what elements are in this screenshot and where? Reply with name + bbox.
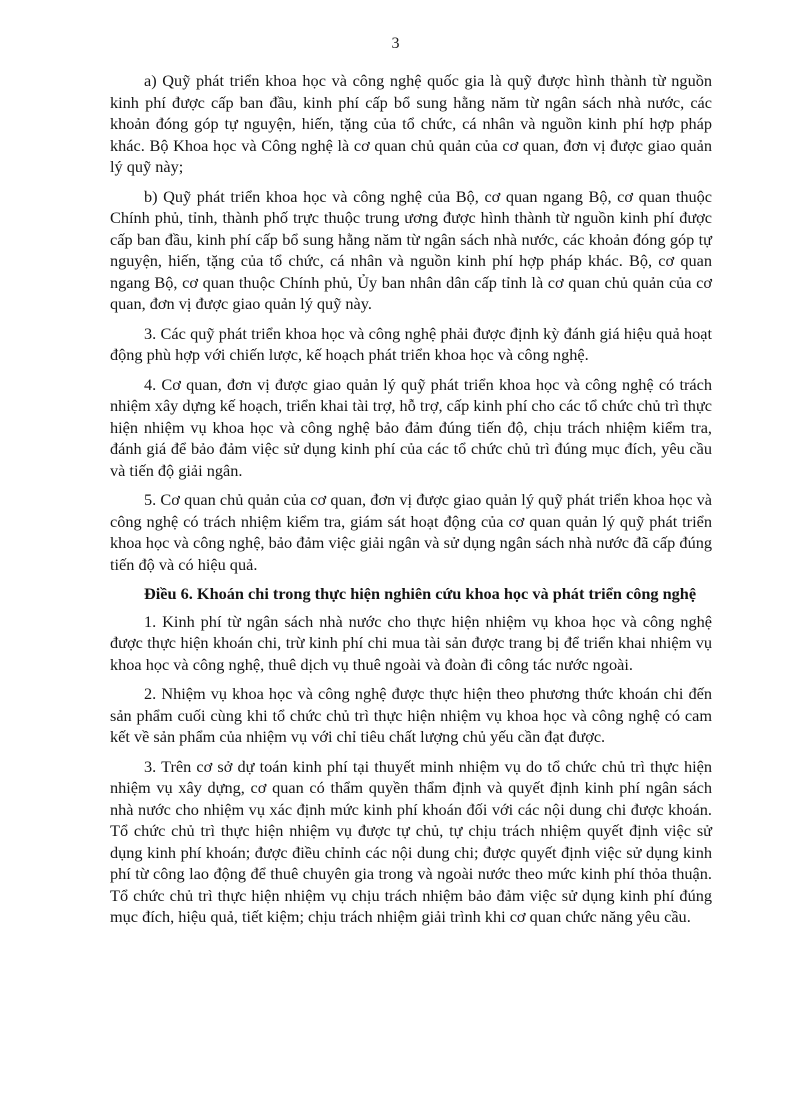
paragraph-6-2-final-product: 2. Nhiệm vụ khoa học và công nghệ được thực hiện theo phương thức khoán chi đến sản phẩm cuối cùng khi tổ chức chủ trì thực hiện nhiệm vụ khoa học và công nghệ có cam kết về sản phẩm của nhiệm vụ với chỉ tiêu chất lượng chủ yếu cần đạt được. [110, 684, 712, 746]
paragraph-4-fund-management: 4. Cơ quan, đơn vị được giao quản lý quỹ phát triển khoa học và công nghệ có trách nhiệm xây dựng kế hoạch, triển khai tài trợ, hỗ trợ, cấp kinh phí cho các tổ chức chủ trì thực hiện nhiệm vụ khoa học và công nghệ bảo đảm đúng tiến độ, chịu trách nhiệm kiểm tra, đánh giá để bảo đảm việc sử dụng kinh phí của các tổ chức chủ trì đúng mục đích, yêu cầu và tiến độ giải ngân. [110, 374, 712, 480]
paragraph-5-supervision: 5. Cơ quan chủ quản của cơ quan, đơn vị được giao quản lý quỹ phát triển khoa học và công nghệ có trách nhiệm kiểm tra, giám sát hoạt động của cơ quan quản lý quỹ phát triển khoa học và công nghệ, bảo đảm việc giải ngân và sử dụng ngân sách nhà nước đã cấp đúng tiến độ và có hiệu quả. [110, 490, 712, 574]
paragraph-2a-national-fund: a) Quỹ phát triển khoa học và công nghệ quốc gia là quỹ được hình thành từ nguồn kinh phí được cấp ban đầu, kinh phí cấp bổ sung hằng năm từ ngân sách nhà nước, các khoản đóng góp tự nguyện, hiến, tặng của tổ chức, cá nhân và nguồn kinh phí hợp pháp khác. Bộ Khoa học và Công nghệ là cơ quan chủ quản của cơ quan, đơn vị được giao quản lý quỹ này; [110, 71, 712, 176]
document-body [110, 70, 712, 936]
article-6-heading: Điều 6. Khoán chi trong thực hiện nghiên cứu khoa học và phát triển công nghệ [144, 584, 697, 603]
paragraph-2b-ministry-fund: b) Quỹ phát triển khoa học và công nghệ của Bộ, cơ quan ngang Bộ, cơ quan thuộc Chính phủ, tỉnh, thành phố trực thuộc trung ương được hình thành từ nguồn kinh phí được cấp ban đầu, kinh phí cấp bổ sung hằng năm từ ngân sách nhà nước, các khoản đóng góp tự nguyện, hiến, tặng của tổ chức, cá nhân và nguồn kinh phí hợp pháp khác. Bộ, cơ quan ngang Bộ, cơ quan thuộc Chính phủ, Ủy ban nhân dân cấp tỉnh là cơ quan chủ quản của cơ quan, đơn vị được giao quản lý quỹ này. [110, 186, 712, 313]
paragraph-3-fund-evaluation: 3. Các quỹ phát triển khoa học và công nghệ phải được định kỳ đánh giá hiệu quả hoạt động phù hợp với chiến lược, kế hoạch phát triển khoa học và công nghệ. [110, 323, 712, 364]
paragraph-6-1-lump-sum: 1. Kinh phí từ ngân sách nhà nước cho thực hiện nhiệm vụ khoa học và công nghệ được thực hiện khoán chi, trừ kinh phí chi mua tài sản được trang bị để triển khai nhiệm vụ khoa học và công nghệ, thuê dịch vụ thuê ngoài và đoàn đi công tác nước ngoài. [110, 611, 712, 674]
page-number: 3 [391, 35, 400, 52]
paragraph-6-3-budget-autonomy: 3. Trên cơ sở dự toán kinh phí tại thuyết minh nhiệm vụ do tổ chức chủ trì thực hiện nhiệm vụ xây dựng, cơ quan có thẩm quyền thẩm định và quyết định kinh phí ngân sách nhà nước cho nhiệm vụ xác định mức kinh phí khoán đối với các nội dung chi được khoán. Tổ chức chủ trì thực hiện nhiệm vụ được tự chủ, tự chịu trách nhiệm quyết định việc sử dụng kinh phí khoán; được điều chỉnh các nội dung chi; được quyết định việc sử dụng kinh phí từ công lao động để thuê chuyên gia trong và ngoài nước theo mức kinh phí thỏa thuận. Tổ chức chủ trì thực hiện nhiệm vụ chịu trách nhiệm bảo đảm việc sử dụng kinh phí đúng mục đích, hiệu quả, tiết kiệm; chịu trách nhiệm giải trình khi cơ quan chức năng yêu cầu. [110, 756, 712, 926]
